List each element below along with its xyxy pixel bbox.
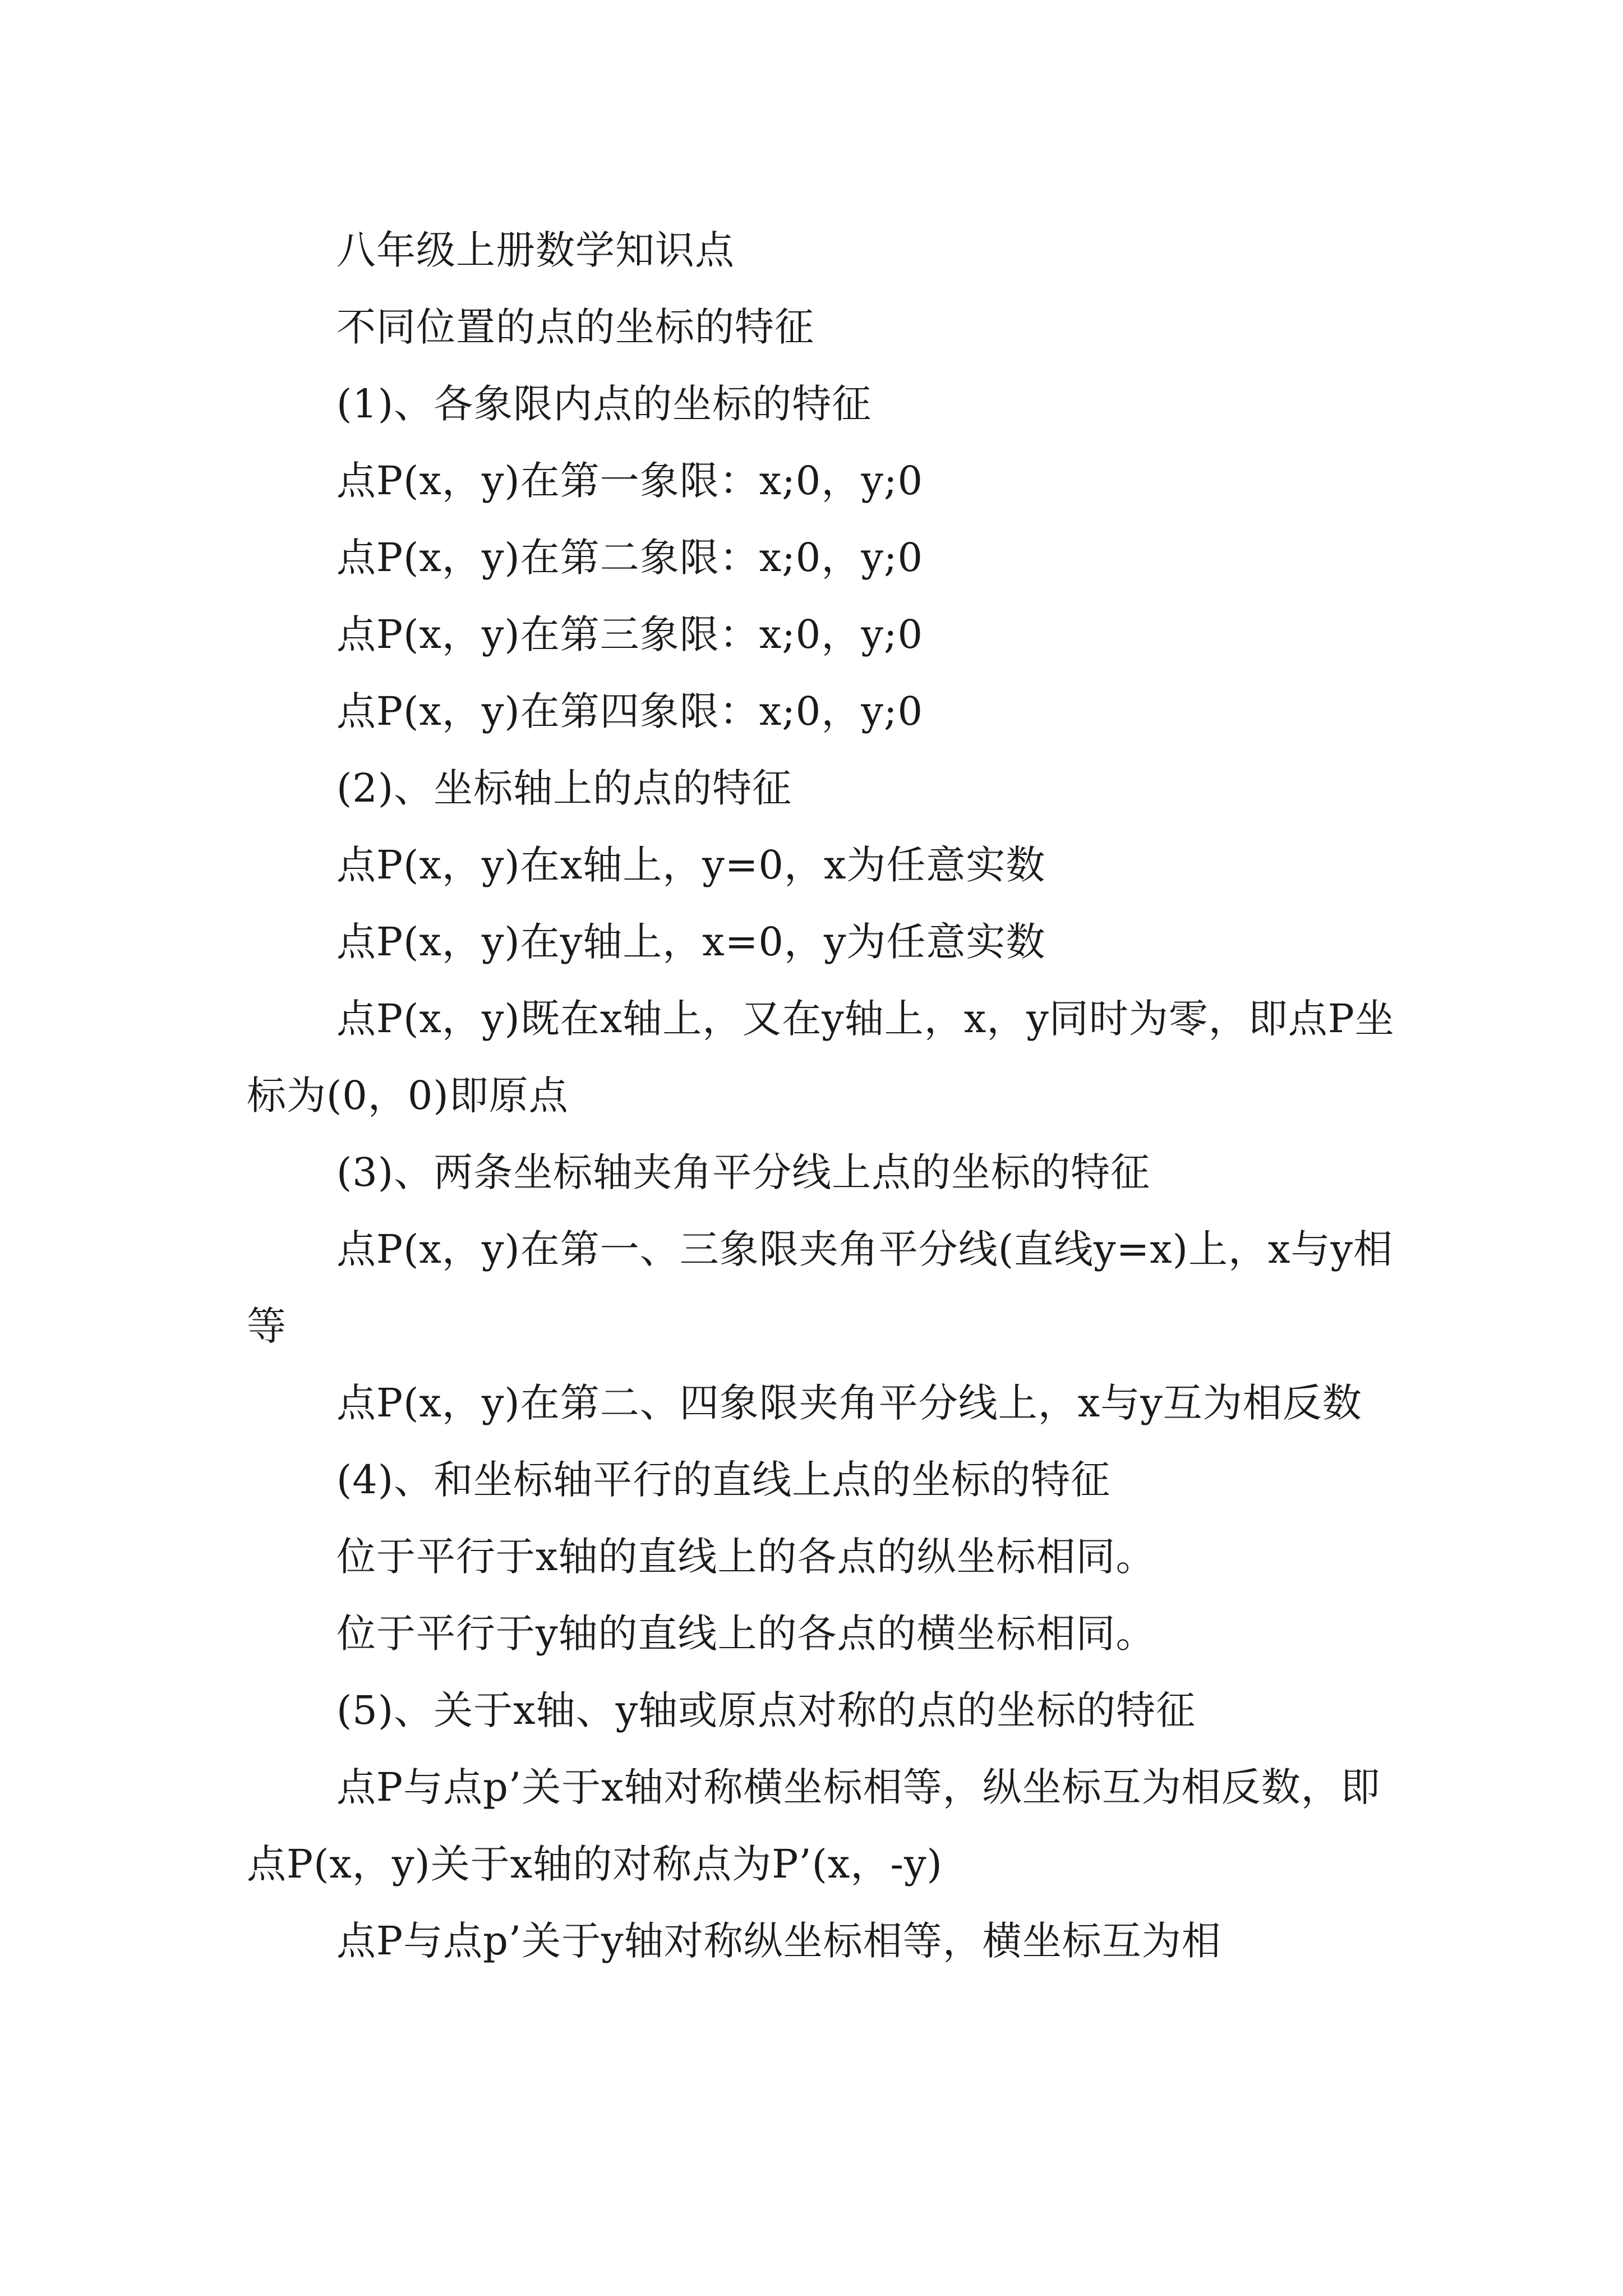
document-title: 八年级上册数学知识点 [336,227,735,273]
paragraph: 点P(x，y)在第一、三象限夹角平分线(直线y=x)上，x与y相等 [247,1226,1394,1349]
paragraph: 点P(x，y)在第二象限：x;0，y;0 [336,535,924,581]
paragraph: 点P(x，y)在第四象限：x;0，y;0 [336,688,924,734]
document-body [247,212,1413,1980]
section-heading: 不同位置的点的坐标的特征 [336,304,814,350]
paragraph: 点P与点p’关于x轴对称横坐标相等，纵坐标互为相反数，即点P(x，y)关于x轴的对称点为P’(x，-y) [247,1764,1381,1887]
paragraph: 点P(x，y)既在x轴上，又在y轴上，x，y同时为零，即点P坐标为(0，0)即原点 [247,996,1395,1119]
paragraph: 点P(x，y)在第三象限：x;0，y;0 [336,611,924,657]
paragraph: 位于平行于y轴的直线上的各点的横坐标相同。 [336,1611,1156,1657]
paragraph: 点P与点p’关于y轴对称纵坐标相等，横坐标互为相 [336,1918,1221,1964]
paragraph: 点P(x，y)在第二、四象限夹角平分线上，x与y互为相反数 [336,1380,1362,1426]
subsection-heading-5: (5)、关于x轴、y轴或原点对称的点的坐标的特征 [336,1687,1196,1733]
paragraph: 位于平行于x轴的直线上的各点的纵坐标相同。 [336,1534,1156,1580]
subsection-heading-1: (1)、各象限内点的坐标的特征 [336,381,872,427]
paragraph: 点P(x，y)在x轴上，y=0，x为任意实数 [336,842,1046,888]
subsection-heading-2: (2)、坐标轴上的点的特征 [336,765,792,811]
subsection-heading-3: (3)、两条坐标轴夹角平分线上点的坐标的特征 [336,1149,1151,1195]
paragraph: 点P(x，y)在第一象限：x;0，y;0 [336,458,924,504]
subsection-heading-4: (4)、和坐标轴平行的直线上点的坐标的特征 [336,1457,1111,1503]
paragraph: 点P(x，y)在y轴上，x=0，y为任意实数 [336,919,1046,965]
